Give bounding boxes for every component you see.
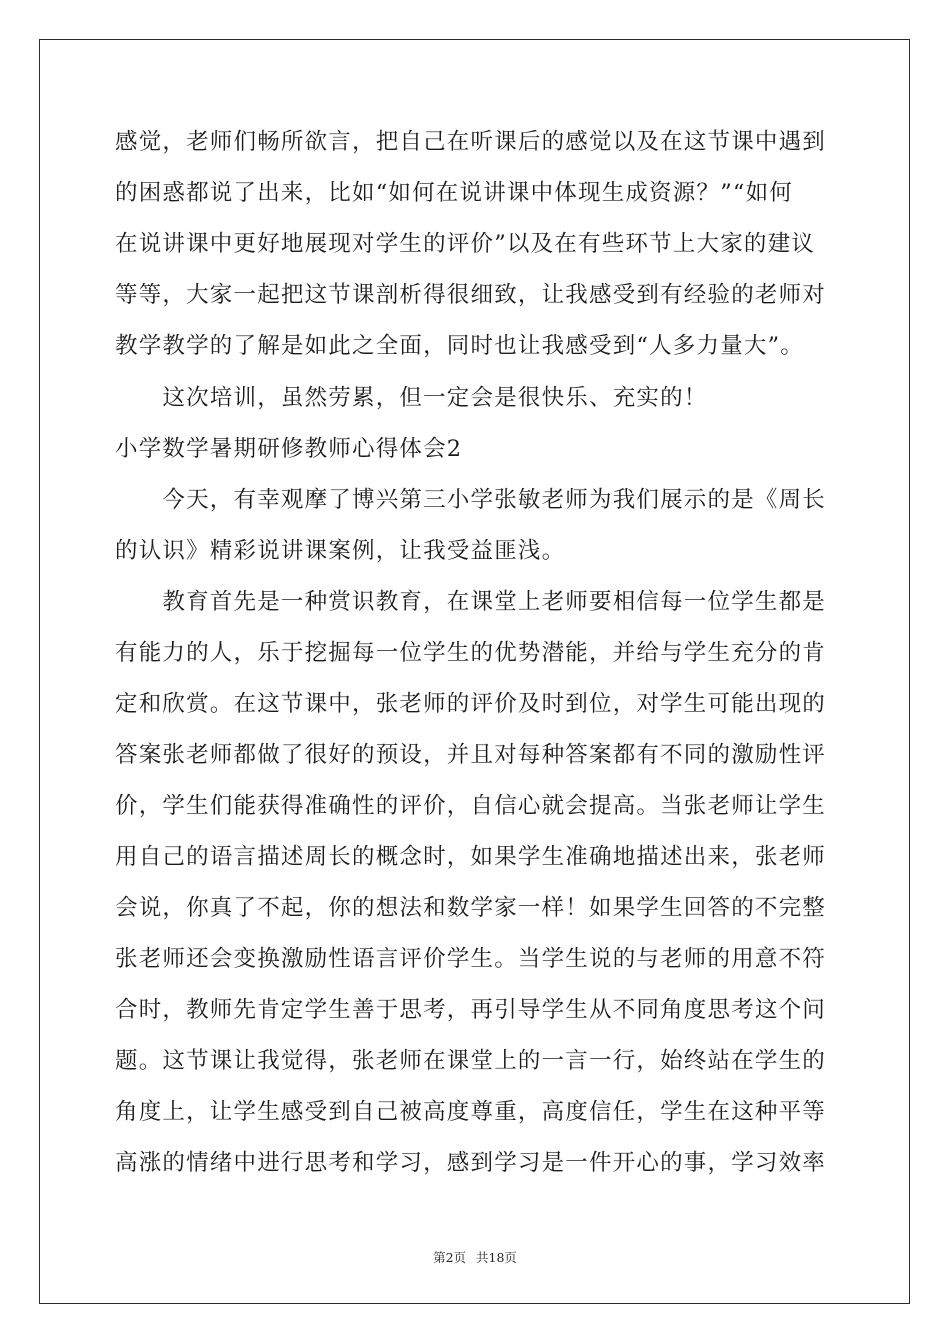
text-line: 这次培训，虽然劳累，但一定会是很快乐、充实的！ xyxy=(115,385,708,411)
text-line: 题。这节课让我觉得，张老师在课堂上的一言一行，始终站在学生的 xyxy=(115,1048,827,1074)
text-line: 角度上，让学生感受到自己被高度尊重，高度信任，学生在这种平等 xyxy=(115,1099,827,1125)
text-line: 的认识》精彩说讲课案例，让我受益匪浅。 xyxy=(115,538,566,564)
text-line: 教学教学的了解是如此之全面，同时也让我感受到“人多力量大”。 xyxy=(115,333,805,359)
text-line: 会说，你真了不起，你的想法和数学家一样！如果学生回答的不完整 xyxy=(115,895,827,921)
text-line: 的困惑都说了出来，比如“如何在说讲课中体现生成资源？”“如何 xyxy=(115,180,794,206)
text-line: 在说讲课中更好地展现对学生的评价”以及在有些环节上大家的建议 xyxy=(115,231,816,257)
page-total: 共18页 xyxy=(476,1250,517,1265)
text-line: 张老师还会变换激励性语言评价学生。当学生说的与老师的用意不符 xyxy=(115,946,827,972)
text-line: 高涨的情绪中进行思考和学习，感到学习是一件开心的事，学习效率 xyxy=(115,1150,827,1176)
text-line: 教育首先是一种赏识教育，在课堂上老师要相信每一位学生都是 xyxy=(115,589,827,615)
text-line: 用自己的语言描述周长的概念时，如果学生准确地描述出来，张老师 xyxy=(115,844,827,870)
page-footer xyxy=(0,1248,950,1266)
text-line: 答案张老师都做了很好的预设，并且对每种答案都有不同的激励性评 xyxy=(115,742,827,768)
text-line: 感觉，老师们畅所欲言，把自己在听课后的感觉以及在这节课中遇到 xyxy=(115,129,827,155)
text-line: 合时，教师先肯定学生善于思考，再引导学生从不同角度思考这个问 xyxy=(115,997,827,1023)
text-line: 等等，大家一起把这节课剖析得很细致，让我感受到有经验的老师对 xyxy=(115,282,827,308)
text-line: 价，学生们能获得准确性的评价，自信心就会提高。当张老师让学生 xyxy=(115,793,827,819)
page-number: 第2页 xyxy=(433,1250,467,1265)
section-heading: 小学数学暑期研修教师心得体会2 xyxy=(115,436,463,462)
text-line: 有能力的人，乐于挖掘每一位学生的优势潜能，并给与学生充分的肯 xyxy=(115,640,827,666)
text-line: 今天，有幸观摩了博兴第三小学张敏老师为我们展示的是《周长 xyxy=(115,487,827,513)
text-line: 定和欣赏。在这节课中，张老师的评价及时到位，对学生可能出现的 xyxy=(115,691,827,717)
